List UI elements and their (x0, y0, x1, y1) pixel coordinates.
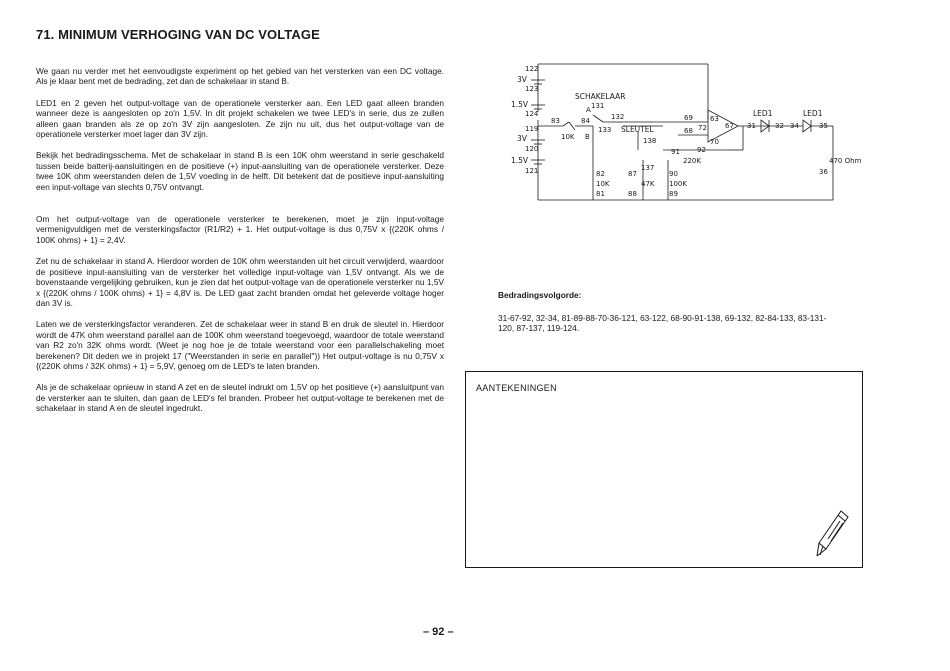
pencil-icon (814, 509, 850, 559)
label-72: 72 (698, 124, 707, 132)
paragraph: Om het output-voltage van de operationele versterker te berekenen, moet je zijn input-voltage vermenigvuldigen met de versterkingsfactor (R1/R2) + 1. Het output-voltage is dus 0,75V x {(220K ohms / 100K ohms) + 1} = 2,4V. (36, 214, 444, 245)
paragraph: Als je de schakelaar opnieuw in stand A zet en de sleutel indrukt om 1,5V op het positieve (+) aansluitpunt van de versterker aan te sluiten, dan gaan de LED's fel branden. Probeer het output-voltage te berekenen met de schakelaar in stand A en de sleutel ingedrukt. (36, 382, 444, 414)
label-84: 84 (581, 117, 590, 125)
label-3v: 3V (517, 75, 527, 84)
paragraph: We gaan nu verder met het eenvoudigste experiment op het gebied van het versterken van een DC voltage. Als je klaar bent met de bedrading, zet dan de schakelaar in stand B. (36, 66, 444, 87)
label-132: 132 (611, 113, 625, 121)
label-82: 82 (596, 170, 605, 178)
label-220k: 220K (683, 157, 701, 165)
label-10k-b: 10K (596, 180, 610, 188)
label-70: 70 (710, 138, 719, 146)
label-3v-b: 3V (517, 134, 527, 143)
label-91: 91 (671, 148, 680, 156)
label-89: 89 (669, 190, 678, 198)
label-sleutel: SLEUTEL (621, 125, 654, 134)
label-34: 34 (790, 122, 799, 130)
label-100k: 100K (669, 180, 687, 188)
label-switch-b: B (585, 133, 590, 141)
notes-label: AANTEKENINGEN (476, 383, 557, 393)
label-1-5v-b: 1.5V (511, 156, 529, 165)
label-led1-a: LED1 (753, 109, 773, 118)
paragraph: Bekijk het bedradingsschema. Met de schakelaar in stand B is een 10K ohm weerstand in serie geschakeld tussen beide batterij-aansluitingen en de positieve (+) input-aansluiting van de operationele versterker. Deze twee 10K ohm weerstanden delen de 1,5V voeding in de helft. Dit betekent dat de positieve input-aansluiting een input-voltage van slechts 0,75V ontvangt. (36, 150, 444, 192)
paragraph: LED1 en 2 geven het output-voltage van de operationele versterker aan. Een LED gaat alleen branden wanneer deze is aangesloten op zo'n 1,5V. In dit projekt schakelen we twee LED's in serie, dus ze zullen alleen gaan branden als ze op zo'n 3V zijn aangesloten. Ze zijn nu uit, dus het output-voltage van de operationele versterker moet lager dan 3V zijn. (36, 97, 444, 140)
label-90: 90 (669, 170, 678, 178)
page-number: – 92 – (423, 626, 454, 638)
label-63: 63 (710, 115, 719, 123)
label-31: 31 (747, 122, 756, 130)
label-131: 131 (591, 102, 605, 110)
label-138: 138 (643, 137, 657, 145)
label-83: 83 (551, 117, 560, 125)
label-470-ohm: 470 Ohm (829, 157, 862, 165)
label-1-5v: 1.5V (511, 100, 529, 109)
notes-box (465, 371, 863, 568)
label-137: 137 (641, 164, 655, 172)
label-121: 121 (525, 167, 539, 175)
label-schakelaar: SCHAKELAAR (575, 92, 626, 101)
label-35: 35 (819, 122, 828, 130)
label-120: 120 (525, 145, 539, 153)
wiring-order-text: 31-67-92, 32-34, 81-89-88-70-36-121, 63-122, 68-90-91-138, 69-132, 82-84-133, 83-131-120, 87-137, 119-124. (498, 313, 827, 334)
label-92: 92 (697, 146, 706, 154)
label-87: 87 (628, 170, 637, 178)
label-32: 32 (775, 122, 784, 130)
circuit-schematic (503, 60, 862, 210)
label-47k: 47K (641, 180, 655, 188)
wiring-order-title: Bedradingsvolgorde: (498, 290, 582, 300)
label-67: 67 (725, 122, 734, 130)
label-69: 69 (684, 114, 693, 122)
label-133: 133 (598, 126, 612, 134)
label-led1-b: LED1 (803, 109, 823, 118)
paragraph: Zet nu de schakelaar in stand A. Hierdoor worden de 10K ohm weerstanden uit het circuit verwijderd, waardoor de positieve input-aansluiting van de versterker het volledige input-voltage van 1,5V ontvangt. Als we de bovenstaande vergelijking gebruiken, kun je zien dat het output-voltage van de operationele versterker nu 1,5V x {(220K ohms / 100K ohms) + 1} = 4,8V is. De LED gaat zacht branden omdat het geleverde voltage hoger dan 3V is. (36, 256, 444, 308)
label-119: 119 (525, 125, 539, 133)
label-switch-a: A (586, 106, 591, 114)
paragraph: Laten we de versterkingsfactor veranderen. Zet de schakelaar weer in stand B en druk de sleutel in. Hierdoor wordt de 47K ohm weerstand parallel aan de 100K ohm weerstand toegevoegd, waardoor de totale weerstand van R2 zo'n 32K ohms wordt. (Weet je nog hoe je de totale weerstand voor een parallelschakeling moet berekenen? Dit deden we in projekt 17 ("Weerstanden in serie en parallel")) Het output-voltage is nu 0,75V x {(220K ohms / 32K ohms) + 1} = 5,9V, genoeg om de LED's te laten branden. (36, 319, 444, 371)
label-123: 123 (525, 85, 539, 93)
label-124: 124 (525, 110, 539, 118)
body-text (36, 66, 444, 425)
label-68: 68 (684, 127, 693, 135)
label-36: 36 (819, 168, 828, 176)
label-81: 81 (596, 190, 605, 198)
label-88: 88 (628, 190, 637, 198)
label-122: 122 (525, 65, 539, 73)
label-10k-a: 10K (561, 133, 575, 141)
page-title: 71. MINIMUM VERHOGING VAN DC VOLTAGE (36, 27, 320, 42)
